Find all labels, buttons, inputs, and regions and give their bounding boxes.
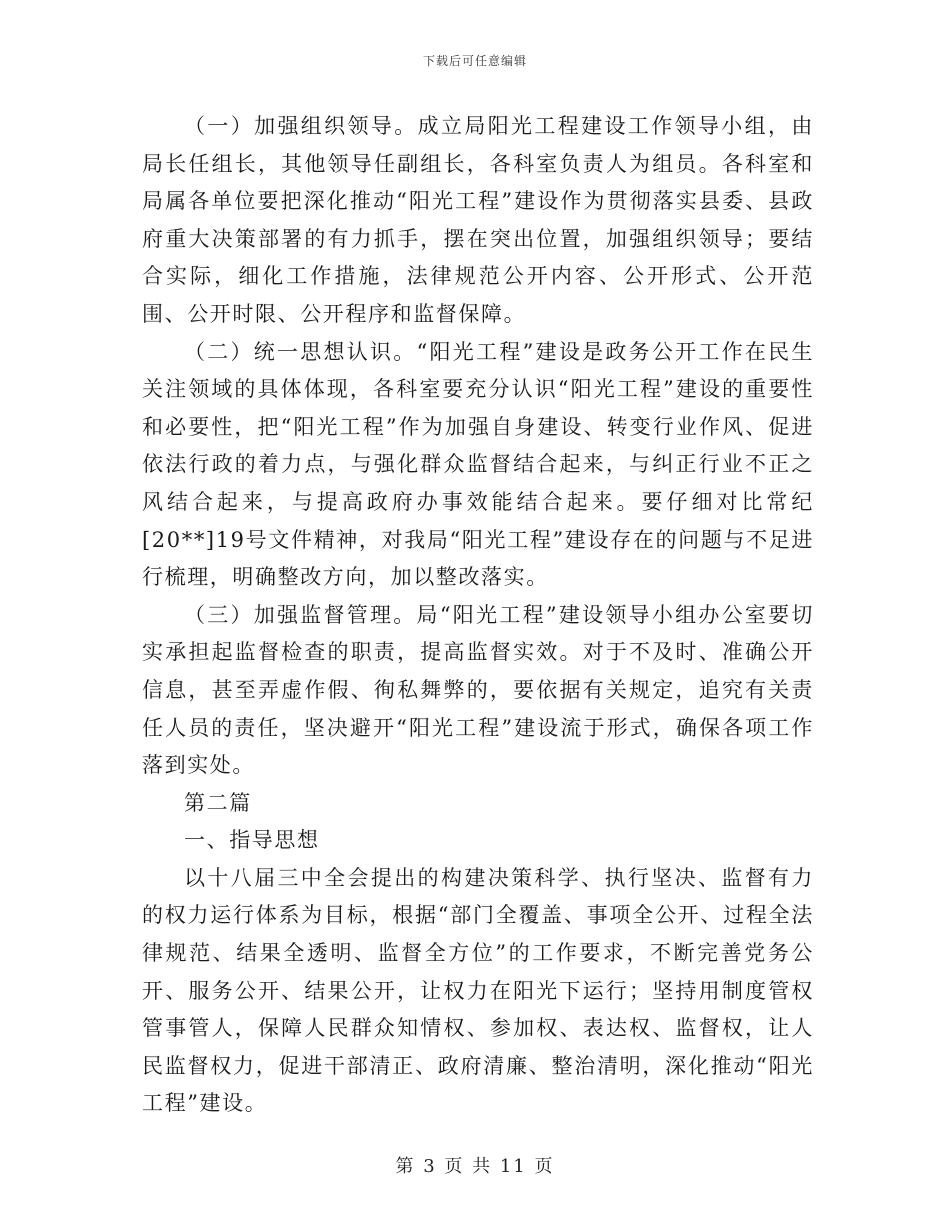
page-header: 下载后可任意编辑 <box>422 54 527 68</box>
section-heading-guiding-ideology: 一、指导思想 <box>184 828 320 853</box>
paragraph-guiding-ideology: 以十八届三中全会提出的构建决策科学、执行坚决、监督有力的权力运行体系为目标，根据“部门全覆盖、事项全公开、过程全法律规范、结果全透明、监督全方位”的工作要求，不断完善党务公开、服务公开、结果公开，让权力在阳光下运行；坚持用制度管权管事管人，保障人民群众知情权、参加权、表达权、监督权，让人民监督权力，促进干部清正、政府清廉、整治清明，深化推动“阳光工程”建设。 <box>142 865 814 1116</box>
page-footer: 第 3 页 共 11 页 <box>395 1156 555 1177</box>
section-heading-part-two: 第二篇 <box>184 790 252 815</box>
paragraph-organization-leadership: （一）加强组织领导。成立局阳光工程建设工作领导小组，由局长任组长，其他领导任副组长，各科室负责人为组员。各科室和局属各单位要把深化推动“阳光工程”建设作为贯彻落实县委、县政府重大决策部署的有力抓手，摆在突出位置，加强组织领导；要结合实际，细化工作措施，法律规范公开内容、公开形式、公开范围、公开时限、公开程序和监督保障。 <box>142 114 814 326</box>
document-body <box>142 108 814 1123</box>
paragraph-unify-thinking: （二）统一思想认识。“阳光工程”建设是政务公开工作在民生关注领域的具体体现，各科室要充分认识“阳光工程”建设的重要性和必要性，把“阳光工程”作为加强自身建设、转变行业作风、促进依法行政的着力点，与强化群众监督结合起来，与纠正行业不正之风结合起来，与提高政府办事效能结合起来。要仔细对比常纪[20**]19号文件精神，对我局“阳光工程”建设存在的问题与不足进行梳理，明确整改方向，加以整改落实。 <box>142 339 814 590</box>
paragraph-supervision-management: （三）加强监督管理。局“阳光工程”建设领导小组办公室要切实承担起监督检查的职责，提高监督实效。对于不及时、准确公开信息，甚至弄虚作假、徇私舞弊的，要依据有关规定，追究有关责任人员的责任，坚决避开“阳光工程”建设流于形式，确保各项工作落到实处。 <box>142 602 814 778</box>
